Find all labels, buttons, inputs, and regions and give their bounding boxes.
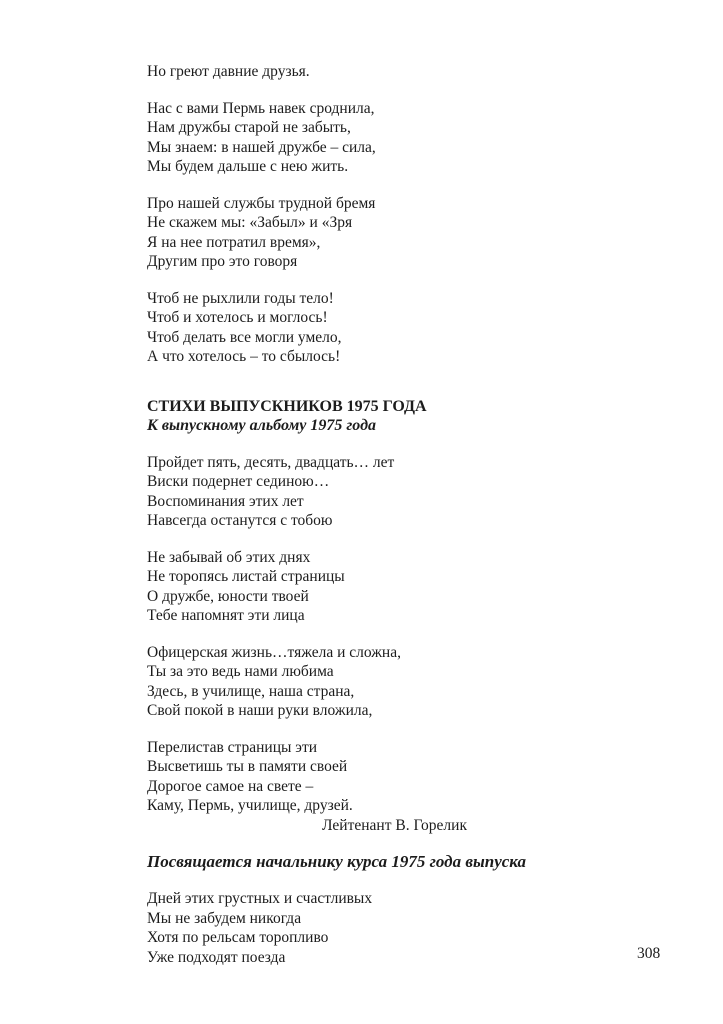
poem-line: Посвящается начальнику курса 1975 года выпуска	[147, 852, 526, 871]
poem-line: Чтоб и хотелось и моглось!	[147, 309, 328, 326]
poem-stanza	[147, 289, 663, 367]
poem-line: Чтоб не рыхлили годы тело!	[147, 289, 334, 307]
poem-line: Воспоминания этих лет	[147, 492, 304, 510]
poem-line: Навсегда останутся с тобою	[147, 512, 333, 529]
poem-line: К выпускному альбому 1975 года	[147, 417, 377, 434]
poem-line: А что хотелось – то сбылось!	[147, 348, 341, 365]
poem-line: Уже подходят поезда	[147, 948, 286, 966]
poem-line: Про нашей службы трудной бремя	[147, 194, 376, 212]
poem-stanza	[147, 889, 663, 967]
page-number: 308	[637, 945, 661, 962]
poem-line: Дней этих грустных и счастливых	[147, 890, 373, 907]
poem-line: Не забывай об этих днях	[147, 548, 311, 566]
poem-stanza	[147, 194, 663, 272]
poem-line: Мы будем дальше с нею жить.	[147, 158, 349, 175]
poem-line: О дружбе, юности твоей	[147, 587, 309, 605]
poem-stanza	[147, 548, 663, 626]
poem-line: Каму, Пермь, училище, друзей.	[147, 797, 353, 814]
poem-line: СТИХИ ВЫПУСКНИКОВ 1975 ГОДА	[147, 397, 427, 415]
poem-line: Другим про это говоря	[147, 253, 298, 270]
poem-line: Но греют давние друзья.	[147, 63, 310, 80]
poem-stanza	[147, 453, 663, 531]
poem-stanza	[147, 738, 663, 816]
poem-subheading	[147, 416, 663, 436]
poem-line: Чтоб делать все могли умело,	[147, 328, 342, 346]
poem-line: Не скажем мы: «Забыл» и «Зря	[147, 214, 353, 231]
poem-line: Не торопясь листай страницы	[147, 568, 345, 585]
poem-line: Здесь, в училище, наша страна,	[147, 682, 355, 700]
poem-heading	[147, 397, 663, 417]
poem-line: Я на нее потратил время»,	[147, 233, 321, 251]
poem-stanza	[147, 62, 663, 82]
poem-line: Офицерская жизнь…тяжела и сложна,	[147, 643, 401, 661]
poem-line: Тебе напомнят эти лица	[147, 607, 305, 624]
poem-line: Лейтенант В. Горелик	[322, 816, 467, 834]
poem-dedication	[147, 852, 663, 872]
poem-line: Свой покой в наши руки вложила,	[147, 702, 373, 719]
poem-line: Пройдет пять, десять, двадцать… лет	[147, 453, 395, 471]
poem-stanza	[147, 643, 663, 721]
poem-line: Дорогое самое на свете –	[147, 777, 314, 795]
poem-line: Мы знаем: в нашей дружбе – сила,	[147, 138, 376, 156]
poem-line: Мы не забудем никогда	[147, 909, 302, 927]
poem-line: Нам дружбы старой не забыть,	[147, 119, 351, 136]
poem-line: Виски подернет сединою…	[147, 473, 330, 490]
poem-line: Высветишь ты в памяти своей	[147, 758, 348, 775]
poem-stanza	[147, 99, 663, 177]
poem-line: Нас с вами Пермь навек сроднила,	[147, 99, 375, 117]
poem-line: Хотя по рельсам торопливо	[147, 929, 329, 946]
poem-line: Ты за это ведь нами любима	[147, 663, 334, 680]
poem-attribution	[322, 816, 663, 836]
poem-line: Перелистав страницы эти	[147, 738, 318, 756]
